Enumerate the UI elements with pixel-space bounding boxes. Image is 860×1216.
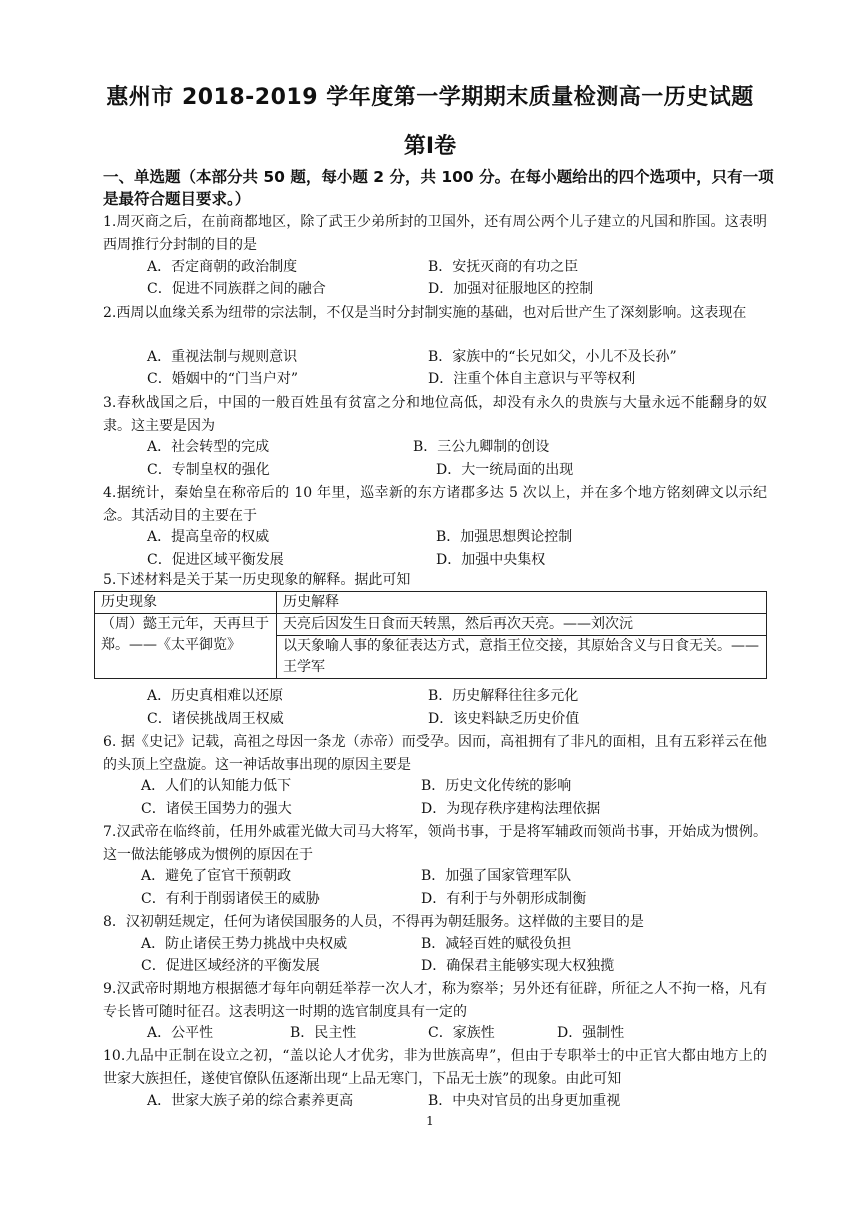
- question-2-option-b: B．家族中的“长兄如父，小儿不及长孙”: [428, 349, 677, 365]
- question-7-stem: 7.汉武帝在临终前，任用外戚霍光做大司马大将军，领尚书事，于是将军辅政而领尚书事，开始成为惯例。这一做法能够成为惯例的原因在于: [103, 824, 767, 863]
- question-1-option-a: A．否定商朝的政治制度: [147, 259, 298, 275]
- question-2-option-d: D．注重个体自主意识与平等权利: [428, 371, 636, 387]
- question-5-option-c: C．诸侯挑战周王权威: [147, 711, 284, 727]
- question-6-stem: 6. 据《史记》记载，高祖之母因一条龙（赤帝）而受孕。因而，高祖拥有了非凡的面相，且有五彩祥云在他的头顶上空盘旋。这一神话故事出现的原因主要是: [103, 734, 767, 773]
- question-1-option-c: C．促进不同族群之间的融合: [147, 281, 326, 297]
- question-2-option-c: C．婚姻中的“门当户对”: [147, 371, 299, 387]
- question-9-stem: 9.汉武帝时期地方根据德才每年向朝廷举荐一次人才，称为察举；另外还有征辟，所征之人不拘一格，凡有专长皆可随时征召。这表明这一时期的选官制度具有一定的: [103, 981, 767, 1020]
- table-cell-explanation-2: 以天象喻人事的象征表达方式，意指王位交接，其原始含义与日食无关。——王学军: [277, 636, 767, 679]
- question-7-option-a: A．避免了宦官干预朝政: [141, 868, 292, 884]
- table-cell-phenomenon: （周）懿王元年，天再旦于郑。——《太平御览》: [95, 614, 277, 679]
- question-2-option-a: A．重视法制与规则意识: [147, 349, 298, 365]
- question-3-option-b: B．三公九卿制的创设: [413, 439, 550, 455]
- table-row: [95, 614, 767, 636]
- question-7-option-b: B．加强了国家管理军队: [421, 868, 572, 884]
- question-3-option-a: A．社会转型的完成: [147, 439, 270, 455]
- question-8-option-b: B．减轻百姓的赋役负担: [421, 936, 572, 952]
- question-3-stem: 3.春秋战国之后，中国的一般百姓虽有贫富之分和地位高低，却没有永久的贵族与大量永远不能翻身的奴隶。这主要是因为: [103, 395, 767, 434]
- question-8-option-d: D．确保君主能够实现大权独揽: [421, 958, 615, 974]
- question-6-option-d: D．为现存秩序建构法理依据: [421, 801, 601, 817]
- question-5-stem: 5.下述材料是关于某一历史现象的解释。据此可知: [103, 572, 411, 588]
- question-3-option-d: D．大一统局面的出现: [436, 462, 574, 478]
- question-10-stem: 10.九品中正制在设立之初，“盖以论人才优劣，非为世族高卑”，但由于专职举士的中正官大都由地方上的世家大族担任，遂使官僚队伍逐渐出现“上品无寒门，下品无士族”的现象。由此可知: [103, 1048, 767, 1087]
- question-8-option-a: A．防止诸侯王势力挑战中央权威: [141, 936, 348, 952]
- history-table: [94, 591, 767, 679]
- question-9-option-c: C．家族性: [428, 1025, 495, 1041]
- table-header-explanation: 历史解释: [277, 592, 767, 614]
- question-1-stem: 1.周灭商之后，在前商都地区，除了武王少弟所封的卫国外，还有周公两个儿子建立的凡国和胙国。这表明西周推行分封制的目的是: [103, 214, 767, 253]
- question-4-option-d: D．加强中央集权: [436, 552, 546, 568]
- question-4-option-b: B．加强思想舆论控制: [436, 529, 573, 545]
- table-cell-explanation-1: 天亮后因发生日食而天转黑，然后再次天亮。——刘次沅: [277, 614, 767, 636]
- question-9-option-d: D．强制性: [557, 1025, 625, 1041]
- question-5-option-a: A．历史真相难以还原: [147, 688, 284, 704]
- question-8-stem: 8．汉初朝廷规定，任何为诸侯国服务的人员，不得再为朝廷服务。这样做的主要目的是: [103, 914, 644, 930]
- question-2-stem: 2.西周以血缘关系为纽带的宗法制，不仅是当时分封制实施的基础，也对后世产生了深刻影响。这表现在: [103, 305, 747, 321]
- question-6-option-c: C．诸侯王国势力的强大: [141, 801, 292, 817]
- question-3-option-c: C．专制皇权的强化: [147, 462, 270, 478]
- question-9-option-a: A．公平性: [147, 1025, 214, 1041]
- question-10-option-a: A．世家大族子弟的综合素养更高: [147, 1093, 354, 1109]
- question-1-option-d: D．加强对征服地区的控制: [428, 281, 594, 297]
- question-1-option-b: B．安抚灭商的有功之臣: [428, 259, 579, 275]
- question-5-option-d: D．该史料缺乏历史价值: [428, 711, 580, 727]
- question-4-option-c: C．促进区域平衡发展: [147, 552, 284, 568]
- question-9-option-b: B．民主性: [290, 1025, 357, 1041]
- question-7-option-c: C．有利于削弱诸侯王的威胁: [141, 891, 320, 907]
- question-7-option-d: D．有利于与外朝形成制衡: [421, 891, 587, 907]
- exam-title: 惠州市 2018-2019 学年度第一学期期末质量检测高一历史试题: [106, 85, 754, 110]
- question-10-option-b: B．中央对官员的出身更加重视: [428, 1093, 621, 1109]
- question-5-option-b: B．历史解释往往多元化: [428, 688, 579, 704]
- table-header-row: [95, 592, 767, 614]
- question-4-option-a: A．提高皇帝的权威: [147, 529, 270, 545]
- volume-heading: 第Ⅰ卷: [403, 134, 457, 159]
- question-4-stem: 4.据统计，秦始皇在称帝后的 10 年里，巡幸新的东方诸郡多达 5 次以上，并在多个地方铭刻碑文以示纪念。其活动目的主要在于: [103, 485, 767, 524]
- section-instructions: 一、单选题（本部分共 50 题，每小题 2 分，共 100 分。在每小题给出的四个选项中，只有一项是最符合题目要求。）: [103, 168, 774, 208]
- question-8-option-c: C．促进区域经济的平衡发展: [141, 958, 320, 974]
- table-header-phenomenon: 历史现象: [95, 592, 277, 614]
- question-6-option-b: B．历史文化传统的影响: [421, 778, 572, 794]
- page-number: 1: [426, 1114, 434, 1128]
- question-6-option-a: A．人们的认知能力低下: [141, 778, 292, 794]
